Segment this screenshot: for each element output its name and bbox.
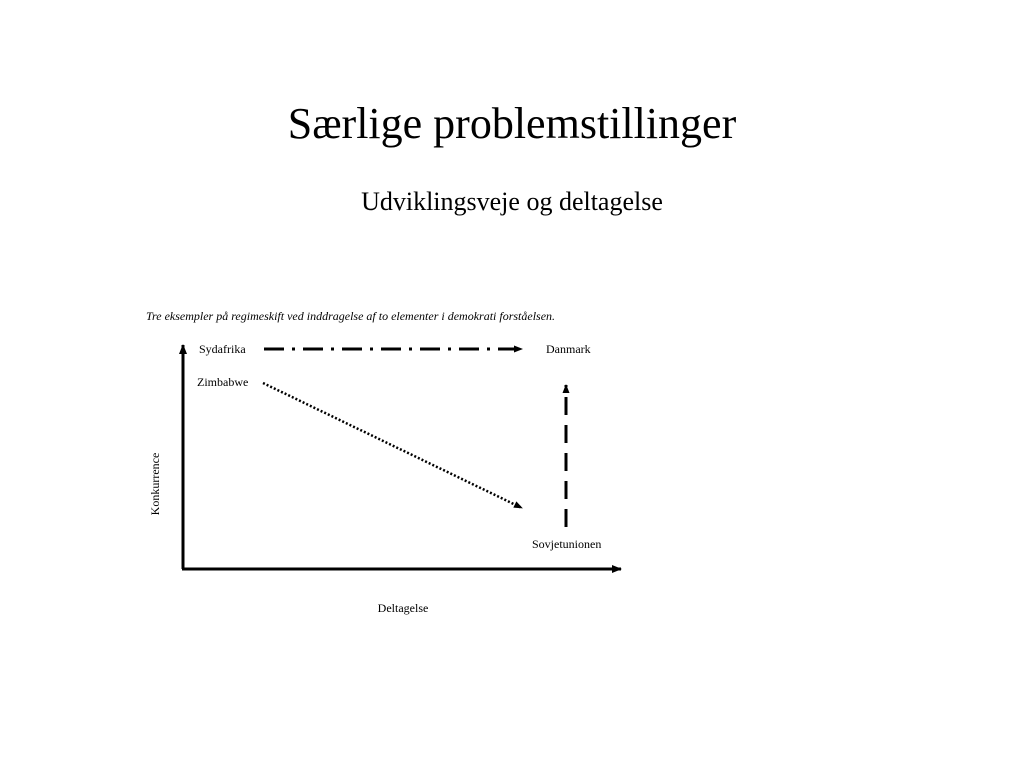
node-zimbabwe: Zimbabwe [197,375,249,389]
slide-title: Særlige problemstillinger [287,99,737,148]
node-sydafrika: Sydafrika [199,342,246,356]
y-axis-label: Konkurrence [148,452,162,516]
path-zimbabwe-sovjetunionen [263,383,522,508]
slide-subtitle: Udviklingsveje og deltagelse [361,187,663,216]
x-axis-label: Deltagelse [377,601,429,615]
node-sovjetunionen: Sovjetunionen [532,537,602,551]
diagram-caption: Tre eksempler på regimeskift ved inddragelse af to elementer i demokrati forståelsen. [146,309,556,323]
node-danmark: Danmark [546,342,591,356]
